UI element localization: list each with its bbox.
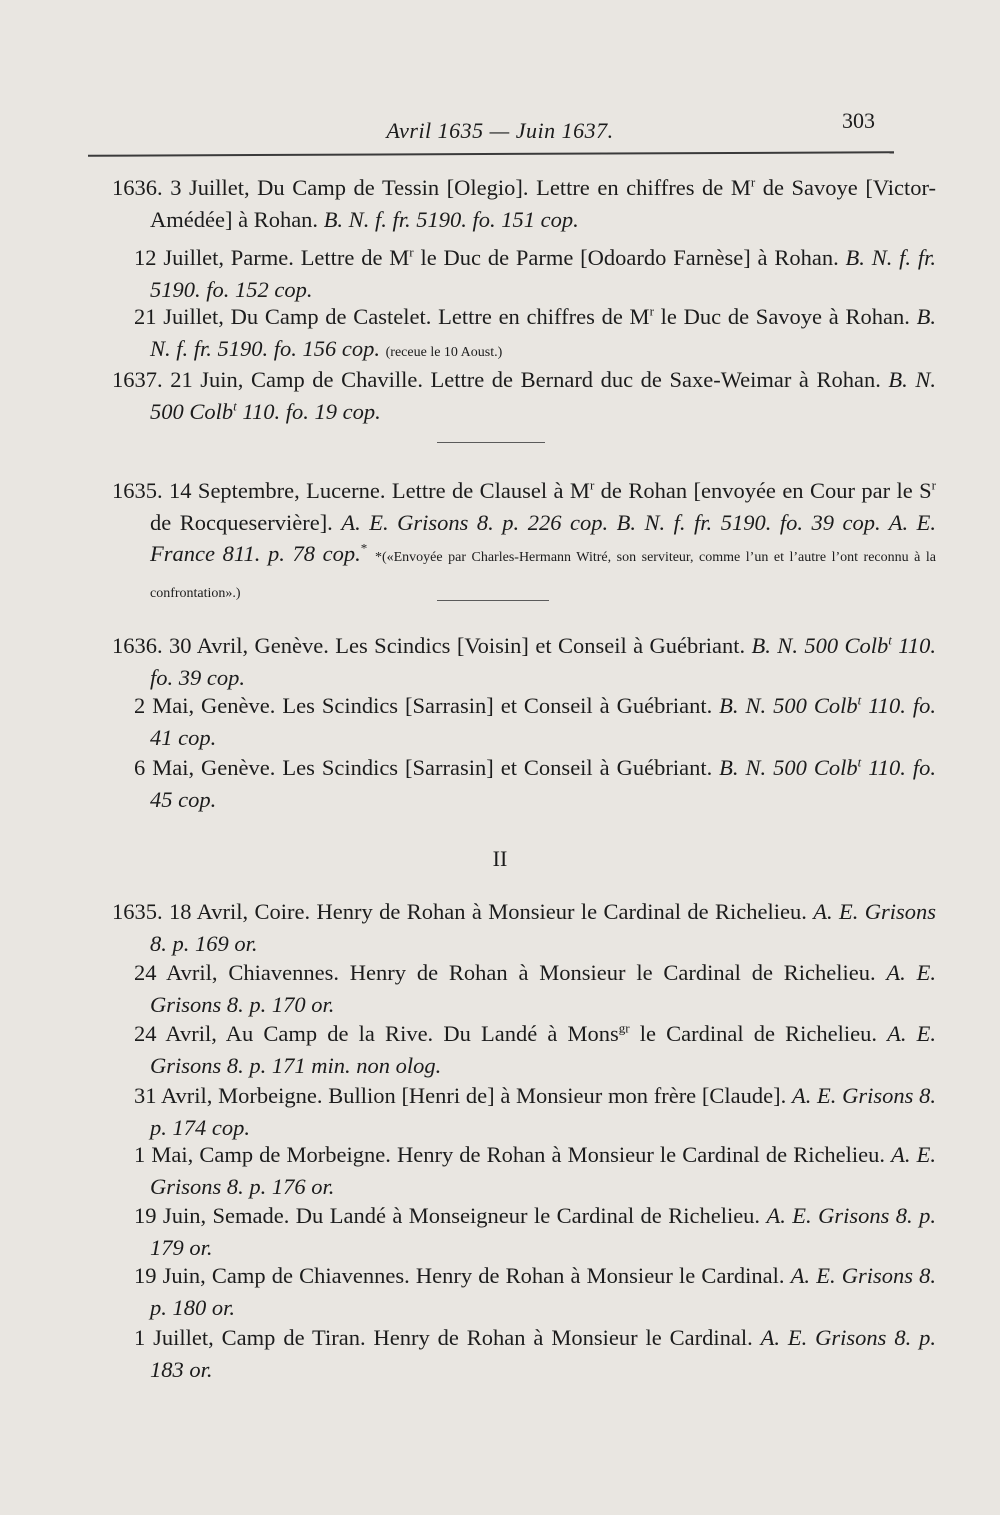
entry-text: 21 Juillet, Du Camp de Castelet. Lettre en chiffres de M [134, 304, 650, 329]
entry-1-juillet-tiran [112, 1322, 936, 1385]
running-head: Avril 1635 — Juin 1637. [386, 118, 614, 143]
entry-1636-3-juillet [112, 172, 936, 235]
entry-citation: A. E. Grisons 8. p. 169 or. [150, 899, 936, 956]
entry-2-mai [112, 690, 936, 753]
entry-text: 18 Avril, Coire. Henry de Rohan à Monsieur le Cardinal de Richelieu. [169, 899, 814, 924]
entry-sup: t [857, 754, 862, 770]
separator-rule [437, 600, 549, 601]
entry-citation: A. E. Grisons 8. p. 176 or. [150, 1142, 936, 1199]
entry-citation: A. E. Grisons 8. p. 179 or. [150, 1203, 936, 1260]
entry-year: 1635. [112, 478, 163, 503]
entry-1636-30-avril [112, 630, 936, 693]
entry-year: 1636. [112, 633, 163, 658]
entry-text: 21 Juin, Camp de Chaville. Lettre de Bernard duc de Saxe-Weimar à Rohan. [170, 367, 889, 392]
entry-1635-18-avril [112, 896, 936, 959]
entry-year: 1636. [112, 175, 163, 200]
entry-text: 12 Juillet, Parme. Lettre de M [134, 245, 410, 270]
entry-6-mai [112, 752, 936, 815]
entry-citation: 110. fo. 45 cop. [150, 755, 936, 812]
entry-text: le Duc de Savoye à Rohan. [653, 304, 917, 329]
entry-text: 1 Mai, Camp de Morbeigne. Henry de Rohan à Monsieur le Cardinal de Richelieu. [134, 1142, 892, 1167]
entry-citation: B. N. 500 Colb [719, 755, 858, 780]
entry-text: de Rohan [envoyée en Cour par le S [594, 478, 932, 503]
entry-citation: A. E. Grisons 8. p. 171 min. non olog. [150, 1021, 936, 1078]
entry-text: 3 Juillet, Du Camp de Tessin [Olegio]. Lettre en chiffres de M [170, 175, 751, 200]
entry-sup: r [750, 174, 756, 190]
entry-sup: t [857, 692, 862, 708]
entry-sup: r [409, 244, 414, 260]
entry-1637-21-juin [112, 364, 936, 427]
entry-citation: 110. fo. 39 cop. [150, 633, 937, 690]
entry-text: 14 Septembre, Lucerne. Lettre de Clausel à M [169, 478, 590, 503]
entry-24-avril-rive [112, 1018, 936, 1081]
entry-sup: t [233, 398, 237, 413]
entry-text: le Duc de Parme [Odoardo Farnèse] à Rohan. [413, 245, 846, 270]
entry-1635-14-septembre [112, 475, 936, 609]
page-number: 303 [842, 108, 875, 133]
entry-year: 1635. [112, 899, 163, 924]
section-numeral: II [492, 846, 508, 871]
entry-citation: B. N. 500 Colb [150, 367, 936, 424]
header-rule [88, 151, 894, 156]
entry-text: 1 Juillet, Camp de Tiran. Henry de Rohan à Monsieur le Cardinal. [134, 1325, 761, 1350]
entry-citation: B. N. f. fr. 5190. fo. 152 cop. [150, 245, 936, 302]
entry-sup: t [888, 632, 892, 648]
entry-citation: A. E. Grisons 8. p. 226 cop. B. N. f. fr. 5190. fo. 39 cop. A. E. France 811. p. 78 cop. [150, 509, 937, 566]
entry-text: 24 Avril, Au Camp de la Rive. Du Landé à Mons [134, 1021, 619, 1046]
entry-text: de Savoye [Victor-Amédée] à Rohan. [150, 175, 936, 232]
entry-citation: A. E. Grisons 8. p. 180 or. [150, 1263, 936, 1320]
footnote-marker: * [360, 540, 368, 556]
entry-text: le Cardinal de Richelieu. [629, 1021, 888, 1046]
entry-24-avril-chiavennes [112, 957, 936, 1020]
entry-citation: B. N. f. fr. 5190. fo. 156 cop. [150, 304, 936, 361]
entry-citation: 110. fo. 19 cop. [236, 398, 381, 424]
separator-rule [437, 442, 545, 443]
entry-note: (receue le 10 Aoust.) [385, 344, 503, 360]
entry-19-juin-semade [112, 1200, 936, 1263]
entry-12-juillet [112, 242, 936, 305]
entry-1-mai [112, 1139, 936, 1202]
entry-text: 6 Mai, Genève. Les Scindics [Sarrasin] et Conseil à Guébriant. [134, 755, 720, 780]
entry-sup: r [931, 477, 936, 493]
entry-sup: r [649, 303, 654, 319]
entry-text: 19 Juin, Semade. Du Landé à Monseigneur le Cardinal de Richelieu. [134, 1203, 767, 1228]
entry-citation: B. N. f. fr. 5190. fo. 151 cop. [323, 206, 579, 232]
entry-citation: B. N. 500 Colb [719, 693, 858, 718]
entry-citation: A. E. Grisons 8. p. 174 cop. [150, 1083, 936, 1140]
entry-citation: A. E. Grisons 8. p. 183 or. [150, 1325, 936, 1382]
entry-text: de Rocqueservière]. [150, 509, 342, 535]
entry-31-avril [112, 1080, 936, 1143]
entry-year: 1637. [112, 367, 163, 392]
entry-sup: gr [618, 1020, 630, 1036]
entry-sup: r [589, 477, 595, 493]
entry-19-juin-chiavennes [112, 1260, 936, 1323]
entry-text: 2 Mai, Genève. Les Scindics [Sarrasin] et Conseil à Guébriant. [134, 693, 720, 718]
entry-citation: A. E. Grisons 8. p. 170 or. [150, 960, 936, 1017]
entry-text: 31 Avril, Morbeigne. Bullion [Henri de] à Monsieur mon frère [Claude]. [134, 1083, 792, 1108]
entry-text: 19 Juin, Camp de Chiavennes. Henry de Rohan à Monsieur le Cardinal. [134, 1263, 791, 1288]
entry-citation: 110. fo. 41 cop. [150, 693, 936, 750]
entry-text: 24 Avril, Chiavennes. Henry de Rohan à Monsieur le Cardinal de Richelieu. [134, 960, 887, 985]
entry-21-juillet [112, 301, 936, 368]
entry-citation: B. N. 500 Colb [751, 633, 889, 658]
entry-note: *(«Envoyée par Charles-Hermann Witré, son serviteur, comme l’un et l’autre l’ont reconnu à la confrontation».) [150, 550, 936, 601]
entry-text: 30 Avril, Genève. Les Scindics [Voisin] et Conseil à Guébriant. [169, 633, 752, 658]
